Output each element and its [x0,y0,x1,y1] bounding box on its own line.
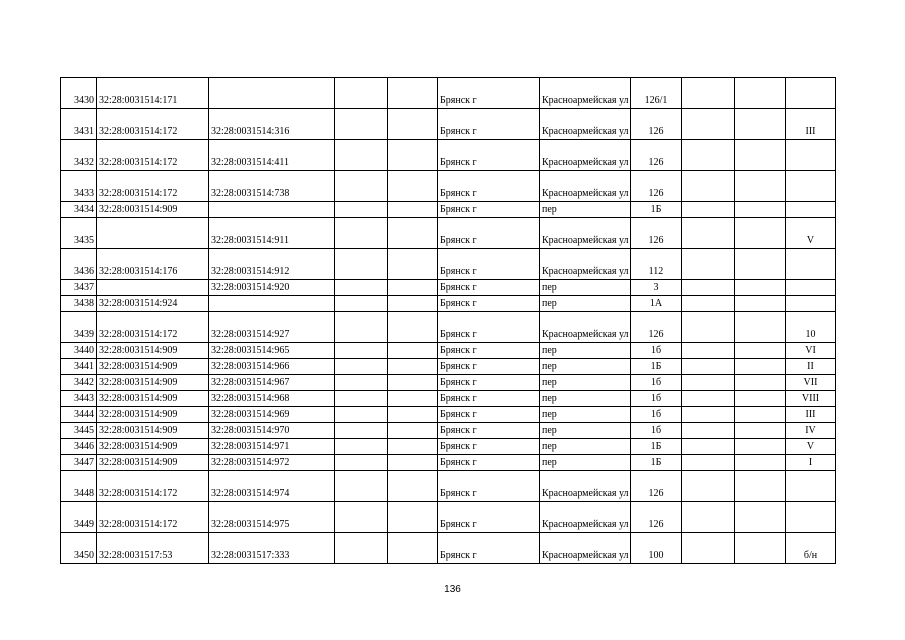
empty-cell [335,343,388,359]
empty-cell [388,280,438,296]
building-number-cell: VII [786,375,836,391]
house-number-cell: 3 [631,280,682,296]
city-cell: Брянск г [438,140,540,171]
empty-cell [335,423,388,439]
house-number-cell: 1б [631,407,682,423]
empty-cell [335,455,388,471]
empty-cell [735,391,786,407]
empty-cell [682,407,735,423]
building-number-cell [786,502,836,533]
house-number-cell: 1б [631,391,682,407]
parcel-cadastral-cell: 32:28:0031514:924 [97,296,209,312]
street-cell: пер [540,423,631,439]
house-number-cell: 126 [631,109,682,140]
empty-cell [735,140,786,171]
empty-cell [335,296,388,312]
object-cadastral-cell: 32:28:0031514:970 [209,423,335,439]
city-cell: Брянск г [438,296,540,312]
table-row [61,455,836,471]
empty-cell [735,280,786,296]
object-cadastral-cell: 32:28:0031514:972 [209,455,335,471]
empty-cell [335,140,388,171]
city-cell: Брянск г [438,280,540,296]
parcel-cadastral-cell: 32:28:0031514:172 [97,109,209,140]
parcel-cadastral-cell: 32:28:0031514:909 [97,423,209,439]
city-cell: Брянск г [438,343,540,359]
building-number-cell: VI [786,343,836,359]
parcel-cadastral-cell: 32:28:0031514:172 [97,140,209,171]
object-cadastral-cell: 32:28:0031514:967 [209,375,335,391]
table-row [61,202,836,218]
city-cell: Брянск г [438,375,540,391]
city-cell: Брянск г [438,407,540,423]
parcel-cadastral-cell: 32:28:0031514:909 [97,407,209,423]
building-number-cell: V [786,439,836,455]
street-cell: Красноармейская ул [540,249,631,280]
table-row [61,439,836,455]
row-number-cell: 3439 [61,312,97,343]
empty-cell [682,109,735,140]
empty-cell [735,218,786,249]
street-cell: Красноармейская ул [540,140,631,171]
object-cadastral-cell: 32:28:0031514:966 [209,359,335,375]
row-number-cell: 3441 [61,359,97,375]
street-cell: пер [540,343,631,359]
table-row [61,502,836,533]
empty-cell [388,502,438,533]
city-cell: Брянск г [438,533,540,564]
empty-cell [735,296,786,312]
empty-cell [735,471,786,502]
object-cadastral-cell: 32:28:0031517:333 [209,533,335,564]
empty-cell [388,312,438,343]
table-row [61,312,836,343]
building-number-cell [786,78,836,109]
row-number-cell: 3432 [61,140,97,171]
row-number-cell: 3445 [61,423,97,439]
city-cell: Брянск г [438,78,540,109]
empty-cell [735,249,786,280]
city-cell: Брянск г [438,391,540,407]
street-cell: Красноармейская ул [540,218,631,249]
house-number-cell: 112 [631,249,682,280]
street-cell: Красноармейская ул [540,502,631,533]
empty-cell [682,439,735,455]
empty-cell [388,455,438,471]
table-row [61,140,836,171]
empty-cell [335,109,388,140]
table-row [61,218,836,249]
row-number-cell: 3446 [61,439,97,455]
object-cadastral-cell: 32:28:0031514:912 [209,249,335,280]
table-row [61,343,836,359]
building-number-cell [786,471,836,502]
street-cell: пер [540,407,631,423]
house-number-cell: 126 [631,312,682,343]
house-number-cell: 1Б [631,202,682,218]
empty-cell [388,78,438,109]
house-number-cell: 1Б [631,359,682,375]
table-row [61,171,836,202]
table-row [61,471,836,502]
row-number-cell: 3448 [61,471,97,502]
object-cadastral-cell [209,78,335,109]
empty-cell [388,171,438,202]
row-number-cell: 3435 [61,218,97,249]
empty-cell [388,343,438,359]
house-number-cell: 100 [631,533,682,564]
city-cell: Брянск г [438,439,540,455]
empty-cell [388,359,438,375]
row-number-cell: 3447 [61,455,97,471]
parcel-cadastral-cell: 32:28:0031514:909 [97,439,209,455]
house-number-cell: 1А [631,296,682,312]
building-number-cell: б/н [786,533,836,564]
building-number-cell: 10 [786,312,836,343]
building-number-cell: V [786,218,836,249]
empty-cell [682,502,735,533]
empty-cell [388,218,438,249]
registry-table [60,77,836,564]
empty-cell [735,439,786,455]
street-cell: Красноармейская ул [540,78,631,109]
street-cell: Красноармейская ул [540,109,631,140]
street-cell: Красноармейская ул [540,312,631,343]
building-number-cell [786,202,836,218]
table-row [61,533,836,564]
empty-cell [335,249,388,280]
table-row [61,249,836,280]
row-number-cell: 3443 [61,391,97,407]
city-cell: Брянск г [438,218,540,249]
empty-cell [388,296,438,312]
empty-cell [388,439,438,455]
city-cell: Брянск г [438,423,540,439]
empty-cell [388,533,438,564]
empty-cell [335,471,388,502]
city-cell: Брянск г [438,455,540,471]
empty-cell [388,202,438,218]
object-cadastral-cell: 32:28:0031514:975 [209,502,335,533]
row-number-cell: 3430 [61,78,97,109]
object-cadastral-cell [209,202,335,218]
house-number-cell: 126 [631,171,682,202]
empty-cell [388,249,438,280]
parcel-cadastral-cell: 32:28:0031514:909 [97,359,209,375]
city-cell: Брянск г [438,109,540,140]
street-cell: пер [540,375,631,391]
empty-cell [682,391,735,407]
parcel-cadastral-cell: 32:28:0031514:909 [97,202,209,218]
house-number-cell: 126 [631,140,682,171]
house-number-cell: 126 [631,502,682,533]
empty-cell [682,296,735,312]
object-cadastral-cell: 32:28:0031514:969 [209,407,335,423]
object-cadastral-cell: 32:28:0031514:965 [209,343,335,359]
building-number-cell: VIII [786,391,836,407]
parcel-cadastral-cell: 32:28:0031514:172 [97,502,209,533]
table-row [61,391,836,407]
building-number-cell: III [786,109,836,140]
street-cell: пер [540,359,631,375]
empty-cell [735,455,786,471]
empty-cell [682,455,735,471]
empty-cell [735,78,786,109]
empty-cell [735,533,786,564]
street-cell: Красноармейская ул [540,533,631,564]
building-number-cell [786,296,836,312]
empty-cell [335,359,388,375]
house-number-cell: 126 [631,218,682,249]
parcel-cadastral-cell: 32:28:0031514:171 [97,78,209,109]
object-cadastral-cell: 32:28:0031514:968 [209,391,335,407]
parcel-cadastral-cell: 32:28:0031514:172 [97,312,209,343]
empty-cell [682,471,735,502]
empty-cell [335,218,388,249]
empty-cell [682,312,735,343]
row-number-cell: 3434 [61,202,97,218]
empty-cell [682,375,735,391]
street-cell: пер [540,455,631,471]
table-row [61,359,836,375]
empty-cell [335,312,388,343]
empty-cell [335,171,388,202]
house-number-cell: 1б [631,343,682,359]
row-number-cell: 3442 [61,375,97,391]
empty-cell [335,202,388,218]
empty-cell [682,249,735,280]
city-cell: Брянск г [438,471,540,502]
house-number-cell: 1б [631,423,682,439]
building-number-cell: I [786,455,836,471]
row-number-cell: 3450 [61,533,97,564]
table-row [61,78,836,109]
empty-cell [388,375,438,391]
object-cadastral-cell: 32:28:0031514:911 [209,218,335,249]
parcel-cadastral-cell: 32:28:0031514:909 [97,455,209,471]
empty-cell [682,423,735,439]
empty-cell [335,407,388,423]
city-cell: Брянск г [438,202,540,218]
parcel-cadastral-cell: 32:28:0031514:909 [97,375,209,391]
object-cadastral-cell: 32:28:0031514:316 [209,109,335,140]
parcel-cadastral-cell [97,280,209,296]
row-number-cell: 3431 [61,109,97,140]
empty-cell [388,423,438,439]
row-number-cell: 3444 [61,407,97,423]
row-number-cell: 3433 [61,171,97,202]
empty-cell [682,171,735,202]
street-cell: пер [540,296,631,312]
street-cell: Красноармейская ул [540,171,631,202]
empty-cell [735,359,786,375]
empty-cell [735,109,786,140]
empty-cell [335,533,388,564]
table-row [61,407,836,423]
object-cadastral-cell [209,296,335,312]
building-number-cell [786,249,836,280]
parcel-cadastral-cell [97,218,209,249]
empty-cell [735,312,786,343]
house-number-cell: 126 [631,471,682,502]
registry-table-body [61,78,836,564]
object-cadastral-cell: 32:28:0031514:971 [209,439,335,455]
empty-cell [682,280,735,296]
house-number-cell: 1Б [631,439,682,455]
table-row [61,375,836,391]
parcel-cadastral-cell: 32:28:0031514:172 [97,171,209,202]
parcel-cadastral-cell: 32:28:0031514:176 [97,249,209,280]
street-cell: пер [540,280,631,296]
row-number-cell: 3437 [61,280,97,296]
building-number-cell [786,280,836,296]
empty-cell [682,202,735,218]
object-cadastral-cell: 32:28:0031514:927 [209,312,335,343]
empty-cell [735,202,786,218]
empty-cell [735,343,786,359]
street-cell: Красноармейская ул [540,471,631,502]
empty-cell [388,391,438,407]
empty-cell [335,502,388,533]
city-cell: Брянск г [438,249,540,280]
parcel-cadastral-cell: 32:28:0031514:909 [97,391,209,407]
object-cadastral-cell: 32:28:0031514:738 [209,171,335,202]
parcel-cadastral-cell: 32:28:0031514:172 [97,471,209,502]
empty-cell [682,78,735,109]
empty-cell [682,343,735,359]
empty-cell [735,375,786,391]
object-cadastral-cell: 32:28:0031514:974 [209,471,335,502]
table-row [61,423,836,439]
empty-cell [735,423,786,439]
building-number-cell: II [786,359,836,375]
table-row [61,280,836,296]
empty-cell [335,439,388,455]
house-number-cell: 1Б [631,455,682,471]
empty-cell [682,533,735,564]
empty-cell [682,218,735,249]
house-number-cell: 126/1 [631,78,682,109]
empty-cell [388,407,438,423]
building-number-cell: IV [786,423,836,439]
table-row [61,296,836,312]
empty-cell [682,140,735,171]
row-number-cell: 3438 [61,296,97,312]
city-cell: Брянск г [438,312,540,343]
building-number-cell [786,171,836,202]
empty-cell [335,78,388,109]
row-number-cell: 3440 [61,343,97,359]
city-cell: Брянск г [438,171,540,202]
empty-cell [335,280,388,296]
building-number-cell [786,140,836,171]
street-cell: пер [540,202,631,218]
empty-cell [735,171,786,202]
empty-cell [735,407,786,423]
row-number-cell: 3449 [61,502,97,533]
row-number-cell: 3436 [61,249,97,280]
house-number-cell: 1б [631,375,682,391]
empty-cell [388,471,438,502]
parcel-cadastral-cell: 32:28:0031514:909 [97,343,209,359]
empty-cell [335,375,388,391]
city-cell: Брянск г [438,359,540,375]
empty-cell [735,502,786,533]
empty-cell [335,391,388,407]
table-row [61,109,836,140]
object-cadastral-cell: 32:28:0031514:920 [209,280,335,296]
empty-cell [682,359,735,375]
parcel-cadastral-cell: 32:28:0031517:53 [97,533,209,564]
city-cell: Брянск г [438,502,540,533]
empty-cell [388,140,438,171]
street-cell: пер [540,439,631,455]
object-cadastral-cell: 32:28:0031514:411 [209,140,335,171]
building-number-cell: III [786,407,836,423]
page-number: 136 [444,584,461,595]
empty-cell [388,109,438,140]
street-cell: пер [540,391,631,407]
